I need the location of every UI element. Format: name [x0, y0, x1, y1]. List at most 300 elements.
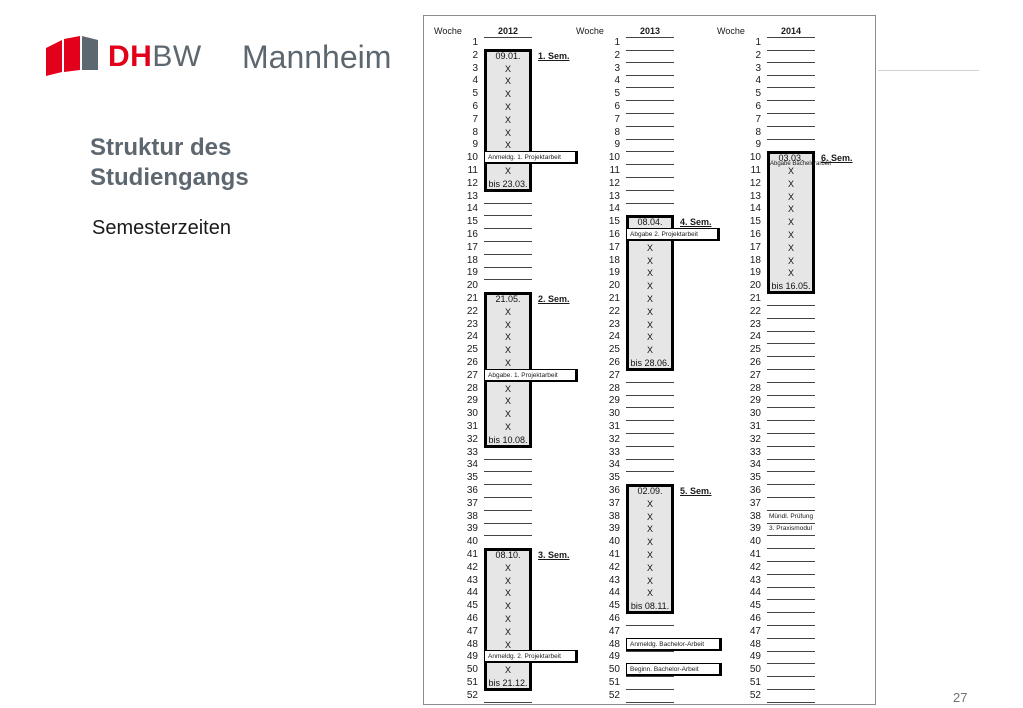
- week-row: [576, 50, 676, 63]
- week-number: 27: [466, 369, 478, 381]
- semester-entry: X: [646, 524, 653, 535]
- week-number: 42: [608, 561, 620, 573]
- week-number: 34: [608, 459, 620, 471]
- semester-label: 4. Sem.: [680, 217, 712, 228]
- week-row: [717, 370, 817, 383]
- week-number: 11: [467, 165, 478, 176]
- week-number: 16: [466, 229, 478, 240]
- week-number: 27: [608, 369, 620, 381]
- week-cell: [767, 472, 815, 485]
- week-number: 40: [608, 536, 620, 548]
- week-number: 1: [614, 37, 620, 48]
- week-row: [576, 191, 676, 204]
- week-cell: [767, 600, 815, 613]
- semester-entry: X: [787, 204, 794, 215]
- week-cell: [626, 613, 674, 626]
- week-cell: [767, 562, 815, 575]
- week-row: [576, 127, 676, 140]
- semester-entry: X: [504, 63, 511, 74]
- week-number: 44: [749, 587, 761, 599]
- week-number: 5: [472, 88, 478, 100]
- week-number: 6: [614, 101, 620, 112]
- week-row: [576, 63, 676, 76]
- week-row: [576, 613, 676, 626]
- week-cell: [484, 191, 532, 204]
- semester-entry: X: [504, 422, 511, 432]
- semester-calendar: [423, 15, 876, 705]
- week-cell: [767, 651, 815, 664]
- week-cell: [484, 511, 532, 524]
- semester-entry: X: [787, 166, 794, 176]
- week-row: [717, 587, 817, 600]
- week-column-label: Woche: [434, 26, 462, 36]
- week-cell: [626, 408, 674, 421]
- week-number: 15: [608, 216, 620, 228]
- week-row: [434, 472, 534, 485]
- week-number: 32: [749, 433, 761, 445]
- week-row: [576, 152, 676, 165]
- year-label: 2012: [484, 25, 532, 38]
- semester-entry: X: [646, 511, 653, 522]
- semester-entry: X: [504, 588, 511, 599]
- semester-entry: X: [646, 550, 653, 560]
- week-row: [576, 408, 676, 421]
- week-cell: [626, 370, 674, 383]
- semester-entry: 08.04.: [637, 217, 663, 228]
- week-row: [717, 562, 817, 575]
- week-number: 28: [466, 382, 478, 394]
- semester-entry: X: [646, 242, 653, 253]
- week-row: [717, 421, 817, 434]
- semester-entry: X: [504, 114, 511, 125]
- week-number: 44: [608, 587, 620, 599]
- week-number: 46: [608, 613, 620, 624]
- week-number: 10: [608, 152, 620, 164]
- week-number: 15: [466, 216, 478, 228]
- week-number: 30: [749, 408, 761, 420]
- semester-entry: X: [504, 76, 511, 87]
- week-number: 29: [608, 395, 620, 407]
- week-number: 23: [749, 318, 761, 330]
- week-number: 35: [749, 472, 761, 484]
- week-number: 15: [749, 216, 761, 228]
- week-number: 45: [749, 600, 761, 612]
- week-row: [576, 178, 676, 191]
- week-number: 26: [749, 357, 761, 368]
- week-row: [717, 600, 817, 613]
- semester-entry: X: [787, 268, 794, 279]
- week-number: 41: [749, 549, 761, 560]
- year-header: [434, 25, 574, 37]
- week-number: 6: [472, 101, 478, 112]
- week-row: [576, 690, 676, 703]
- week-row: [576, 383, 676, 396]
- week-row: [717, 344, 817, 357]
- semester-entry: X: [504, 319, 511, 330]
- week-number: 13: [749, 190, 761, 202]
- slide-title: [90, 133, 390, 193]
- week-row: [717, 319, 817, 332]
- week-row: [717, 485, 817, 498]
- week-row: [576, 139, 676, 152]
- semester-entry: X: [646, 575, 653, 586]
- brand-bw: BW: [152, 40, 202, 73]
- week-number: 4: [755, 75, 761, 87]
- semester-entry: X: [504, 665, 511, 676]
- semester-entry: X: [646, 332, 653, 343]
- week-cell: [626, 50, 674, 63]
- week-cell: [767, 331, 815, 344]
- week-number: 23: [466, 318, 478, 330]
- week-cell: [767, 587, 815, 600]
- week-number: 52: [466, 689, 478, 701]
- week-number: 20: [608, 280, 620, 292]
- week-number: 11: [750, 165, 761, 176]
- week-number: 47: [466, 625, 478, 637]
- week-cell: [626, 690, 674, 703]
- semester-entry: X: [646, 537, 653, 548]
- week-row: [576, 434, 676, 447]
- week-row: [717, 63, 817, 76]
- week-row: [717, 651, 817, 664]
- semester-entry: X: [504, 614, 511, 624]
- week-cell: [626, 421, 674, 434]
- week-number: 11: [609, 165, 620, 176]
- semester-entry: 03.03.: [778, 153, 804, 164]
- header-divider: [878, 70, 979, 71]
- week-number: 28: [608, 382, 620, 394]
- week-cell: [484, 267, 532, 280]
- week-row: [717, 664, 817, 677]
- week-row: [717, 37, 817, 50]
- week-cell: [767, 293, 815, 306]
- page-number: 27: [953, 690, 968, 705]
- semester-entry: X: [646, 255, 653, 266]
- week-cell: [767, 357, 815, 370]
- week-cell: [626, 191, 674, 204]
- week-cell: [484, 242, 532, 255]
- week-row: [717, 127, 817, 140]
- week-number: 51: [608, 677, 620, 688]
- semester-label: 1. Sem.: [538, 50, 570, 61]
- week-number: 50: [608, 664, 620, 676]
- week-number: 43: [608, 574, 620, 586]
- slide-title-line: Struktur des: [90, 134, 232, 161]
- week-number: 8: [472, 126, 478, 138]
- semester-entry: X: [504, 626, 511, 637]
- week-number: 43: [466, 574, 478, 586]
- week-number: 33: [749, 446, 761, 458]
- week-row: [576, 447, 676, 460]
- week-cell: [626, 383, 674, 396]
- week-number: 45: [466, 600, 478, 612]
- week-cell: [767, 626, 815, 639]
- week-row: [434, 459, 534, 472]
- year-header: [717, 25, 857, 37]
- semester-entry: X: [504, 127, 511, 138]
- week-cell: [767, 639, 815, 652]
- week-cell: [767, 613, 815, 626]
- week-number: 14: [466, 203, 478, 215]
- week-number: 49: [749, 651, 761, 663]
- semester-entry: X: [787, 191, 794, 202]
- week-cell: [767, 101, 815, 114]
- week-number: 35: [466, 472, 478, 484]
- semester-entry: X: [646, 294, 653, 304]
- week-row: [717, 447, 817, 460]
- week-cell: [626, 88, 674, 101]
- week-row: [434, 498, 534, 511]
- week-row: [717, 114, 817, 127]
- semester-entry: X: [504, 102, 511, 112]
- week-number: 37: [749, 497, 761, 509]
- week-number: 26: [466, 357, 478, 368]
- week-number: 48: [466, 638, 478, 650]
- week-cell: [767, 127, 815, 140]
- brand-name: [108, 40, 202, 74]
- week-number: 3: [472, 62, 478, 74]
- brand-dh: DH: [108, 40, 153, 73]
- week-number: 7: [755, 113, 761, 125]
- week-number: 39: [749, 523, 761, 535]
- week-number: 4: [614, 75, 620, 87]
- week-number: 21: [466, 293, 478, 304]
- week-cell: [767, 75, 815, 88]
- week-cell: [626, 63, 674, 76]
- week-number: 9: [755, 139, 761, 151]
- week-number: 36: [466, 485, 478, 496]
- week-number: 9: [614, 139, 620, 151]
- milestone-note: Beginn. Bachelor-Arbeit: [626, 663, 722, 676]
- week-cell: [484, 472, 532, 485]
- week-number: 6: [755, 101, 761, 112]
- week-cell: [767, 408, 815, 421]
- week-cell: [626, 434, 674, 447]
- week-number: 29: [749, 395, 761, 407]
- week-number: 48: [749, 638, 761, 650]
- semester-label: 5. Sem.: [680, 486, 712, 496]
- week-number: 2: [614, 49, 620, 61]
- week-cell: [626, 165, 674, 178]
- week-row: [717, 293, 817, 306]
- week-number: 17: [466, 241, 478, 253]
- week-number: 18: [749, 254, 761, 266]
- milestone-note: Anmeldg. 1. Projektarbeit: [484, 151, 578, 164]
- week-number: 41: [466, 549, 478, 560]
- week-row: [434, 255, 534, 268]
- week-row: [576, 165, 676, 178]
- week-cell: [767, 677, 815, 690]
- week-row: [717, 383, 817, 396]
- year-label: 2014: [767, 25, 815, 38]
- semester-entry: 02.09.: [637, 486, 663, 496]
- week-number: 33: [466, 446, 478, 458]
- year-column-2013: [576, 16, 716, 706]
- week-row: [576, 101, 676, 114]
- week-number: 16: [749, 229, 761, 240]
- week-number: 2: [472, 49, 478, 61]
- week-row: [717, 536, 817, 549]
- week-row: [576, 88, 676, 101]
- week-cell: [767, 370, 815, 383]
- semester-entry: bis 16.05.: [771, 281, 811, 292]
- semester-entry: bis 28.06.: [630, 358, 670, 368]
- semester-entry: X: [646, 345, 653, 356]
- week-number: 38: [608, 510, 620, 522]
- week-number: 22: [466, 305, 478, 317]
- week-number: 47: [608, 625, 620, 637]
- dhbw-logo-mark-icon: [46, 36, 98, 76]
- week-number: 51: [749, 677, 761, 688]
- semester-entry: X: [646, 268, 653, 279]
- week-cell: [767, 536, 815, 549]
- week-number: 19: [608, 267, 620, 279]
- week-row: [576, 37, 676, 50]
- week-row: [717, 472, 817, 485]
- semester-entry: X: [504, 345, 511, 356]
- week-number: 17: [608, 241, 620, 253]
- week-cell: [767, 434, 815, 447]
- semester-entry: X: [504, 140, 511, 151]
- week-number: 23: [608, 318, 620, 330]
- week-cell: [626, 447, 674, 460]
- week-number: 50: [749, 664, 761, 676]
- week-number: 43: [749, 574, 761, 586]
- week-cell: [767, 63, 815, 76]
- milestone-note: Abgabe 2. Projektarbeit: [626, 228, 720, 241]
- week-row: [434, 191, 534, 204]
- week-number: 20: [466, 280, 478, 292]
- week-number: 42: [749, 561, 761, 573]
- week-row: [434, 690, 534, 703]
- week-cell: [767, 459, 815, 472]
- semester-entry: X: [504, 562, 511, 573]
- year-header: [576, 25, 716, 37]
- semester-entry: X: [504, 639, 511, 650]
- week-number: 40: [466, 536, 478, 548]
- week-cell: [767, 549, 815, 562]
- week-number: 12: [749, 177, 761, 189]
- week-row: [576, 677, 676, 690]
- week-number: 24: [749, 331, 761, 343]
- week-row: [717, 498, 817, 511]
- year-column-2012: [434, 16, 574, 706]
- semester-entry: 09.01.: [495, 50, 521, 61]
- week-row: [717, 613, 817, 626]
- week-cell: [484, 690, 532, 703]
- week-number: 20: [749, 280, 761, 292]
- week-cell: [767, 319, 815, 332]
- week-cell: [767, 306, 815, 319]
- semester-entry: X: [646, 562, 653, 573]
- semester-entry: 21.05.: [495, 294, 521, 304]
- week-cell: [626, 459, 674, 472]
- semester-entry: bis 23.03.: [488, 178, 528, 189]
- week-number: 9: [472, 139, 478, 151]
- week-number: 39: [466, 523, 478, 535]
- semester-entry: X: [504, 332, 511, 343]
- week-cell: [484, 523, 532, 536]
- semester-entry: X: [504, 166, 511, 176]
- week-number: 1: [472, 37, 478, 48]
- week-cell: [484, 203, 532, 216]
- week-cell: [484, 447, 532, 460]
- week-row: [717, 357, 817, 370]
- semester-entry: X: [504, 89, 511, 100]
- week-row: [717, 306, 817, 319]
- week-number: 30: [466, 408, 478, 420]
- week-number: 37: [608, 497, 620, 509]
- week-number: 37: [466, 497, 478, 509]
- week-cell: [767, 447, 815, 460]
- week-row: [717, 395, 817, 408]
- week-number: 25: [749, 344, 761, 356]
- week-row: [434, 229, 534, 242]
- week-number: 5: [614, 88, 620, 100]
- semester-entry: X: [504, 601, 511, 612]
- milestone-note: Mündl. Prüfung: [769, 512, 814, 520]
- week-number: 36: [749, 485, 761, 496]
- week-row: [576, 114, 676, 127]
- week-number: 3: [614, 62, 620, 74]
- week-number: 32: [608, 433, 620, 445]
- milestone-note: Abgabe Bachelorarbeit: [770, 161, 832, 168]
- week-row: [576, 395, 676, 408]
- semester-entry: X: [504, 409, 511, 420]
- week-number: 25: [466, 344, 478, 356]
- week-number: 1: [755, 37, 761, 48]
- week-row: [717, 677, 817, 690]
- week-cell: [484, 485, 532, 498]
- week-number: 34: [466, 459, 478, 471]
- milestone-note: 3. Praxismodul: [769, 525, 812, 533]
- week-row: [576, 421, 676, 434]
- week-row: [717, 75, 817, 88]
- semester-entry: X: [787, 255, 794, 266]
- week-number: 22: [608, 305, 620, 317]
- week-row: [717, 575, 817, 588]
- week-cell: [767, 395, 815, 408]
- week-number: 10: [749, 152, 761, 164]
- week-row: [717, 50, 817, 63]
- week-column-label: Woche: [576, 26, 604, 36]
- week-row: [434, 485, 534, 498]
- semester-entry: X: [646, 588, 653, 599]
- week-cell: [626, 127, 674, 140]
- semester-entry: X: [646, 281, 653, 292]
- week-number: 14: [608, 203, 620, 215]
- week-number: 49: [466, 651, 478, 663]
- week-number: 2: [755, 49, 761, 61]
- week-number: 38: [749, 510, 761, 522]
- week-row: [717, 626, 817, 639]
- semester-label: 2. Sem.: [538, 294, 570, 304]
- slide-title-line: Studiengangs: [90, 164, 249, 191]
- week-number: 22: [749, 305, 761, 317]
- week-cell: [767, 485, 815, 498]
- week-number: 35: [608, 472, 620, 484]
- week-number: 5: [755, 88, 761, 100]
- week-cell: [767, 88, 815, 101]
- week-number: 14: [749, 203, 761, 215]
- week-number: 51: [466, 677, 478, 688]
- week-row: [434, 267, 534, 280]
- week-cell: [484, 459, 532, 472]
- semester-entry: X: [646, 306, 653, 317]
- week-number: 16: [608, 229, 620, 240]
- semester-entry: X: [504, 396, 511, 407]
- dhbw-logo: [46, 32, 406, 86]
